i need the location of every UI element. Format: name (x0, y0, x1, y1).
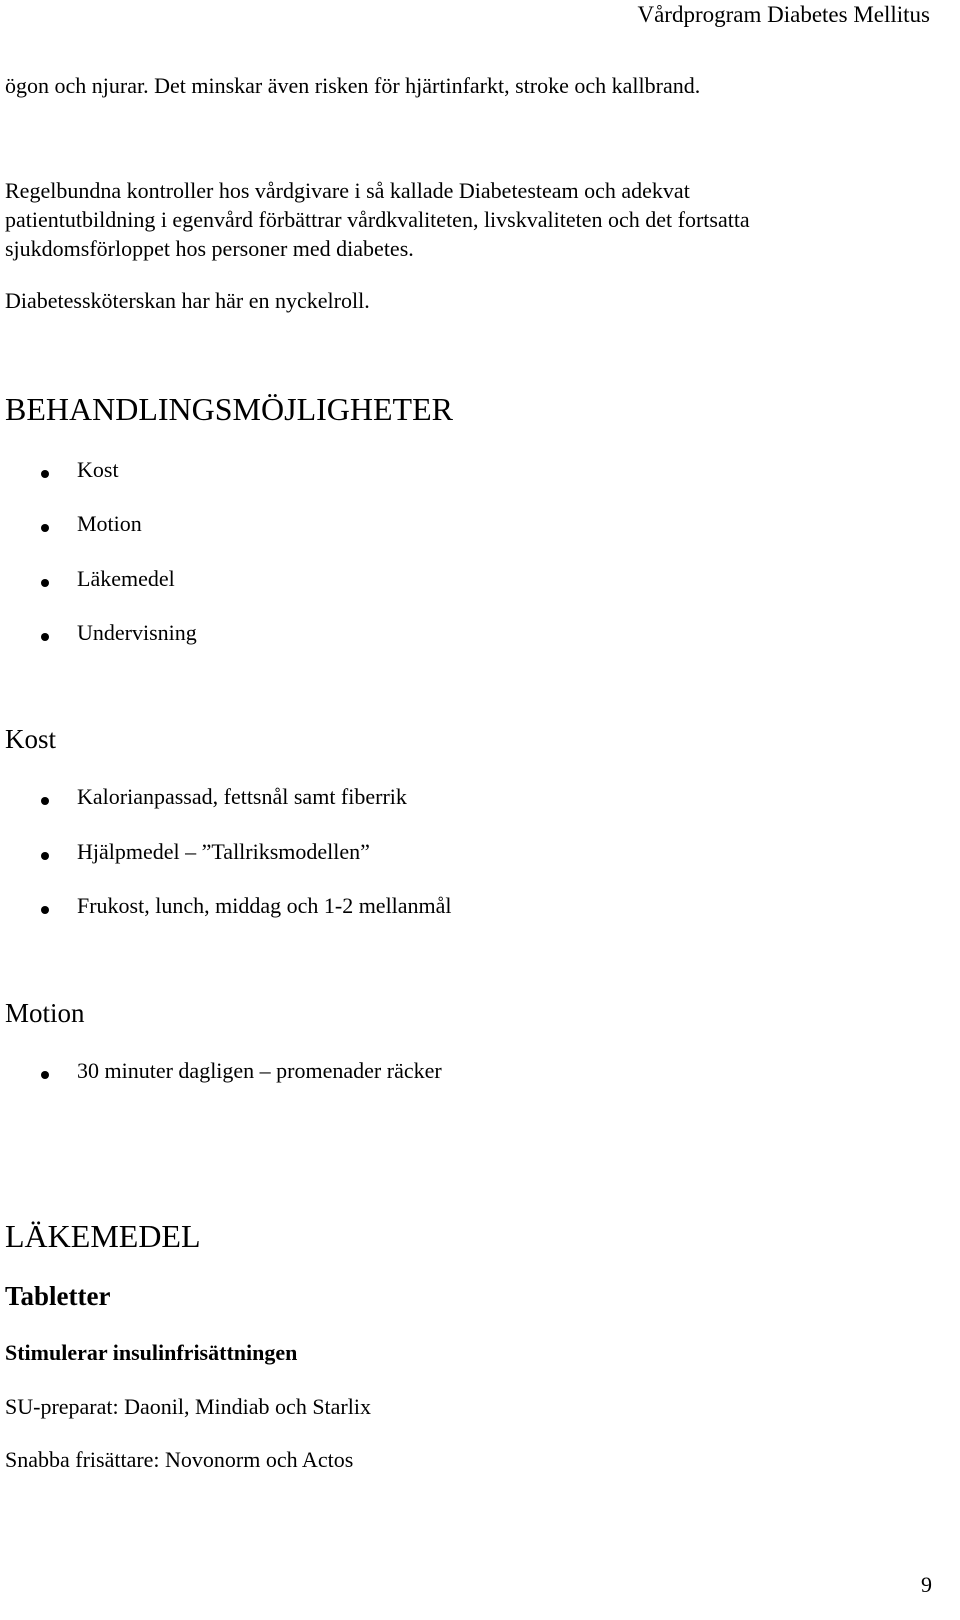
bullet-icon (41, 470, 49, 478)
list-item: 30 minuter dagligen – promenader räcker (77, 1058, 442, 1083)
subheading-tabletter: Tabletter (5, 1281, 111, 1311)
section-heading-kost: Kost (5, 724, 57, 754)
section-heading-motion: Motion (5, 998, 85, 1028)
list-item: Kalorianpassad, fettsnål samt fiberrik (77, 784, 407, 809)
bullet-icon (41, 797, 49, 805)
list-item: Hjälpmedel – ”Tallriksmodellen” (77, 839, 370, 864)
bullet-icon (41, 579, 49, 587)
page-number: 9 (921, 1572, 932, 1597)
body-line: SU-preparat: Daonil, Mindiab och Starlix (5, 1394, 371, 1419)
paragraph-line: sjukdomsförloppet hos personer med diabetes. (5, 236, 414, 261)
intro-line: ögon och njurar. Det minskar även risken för hjärtinfarkt, stroke och kallbrand. (5, 73, 701, 98)
paragraph-line: patientutbildning i egenvård förbättrar vårdkvaliteten, livskvaliteten och det fortsatta (5, 207, 750, 232)
list-item: Läkemedel (77, 566, 175, 591)
list-item: Undervisning (77, 620, 197, 645)
running-header: Vårdprogram Diabetes Mellitus (637, 2, 930, 27)
list-item: Kost (77, 457, 119, 482)
bullet-icon (41, 852, 49, 860)
paragraph-line: Regelbundna kontroller hos vårdgivare i så kallade Diabetesteam och adekvat (5, 178, 690, 203)
nurse-line: Diabetessköterskan har här en nyckelroll. (5, 288, 370, 313)
bullet-icon (41, 906, 49, 914)
subsubheading: Stimulerar insulinfrisättningen (5, 1340, 298, 1365)
bullet-icon (41, 1071, 49, 1079)
bullet-icon (41, 524, 49, 532)
bullet-icon (41, 633, 49, 641)
list-item: Frukost, lunch, middag och 1-2 mellanmål (77, 893, 452, 918)
section-heading-lakemedel: LÄKEMEDEL (5, 1218, 201, 1254)
section-heading-behandling: BEHANDLINGSMÖJLIGHETER (5, 391, 453, 427)
body-line: Snabba frisättare: Novonorm och Actos (5, 1447, 354, 1472)
list-item: Motion (77, 511, 142, 536)
